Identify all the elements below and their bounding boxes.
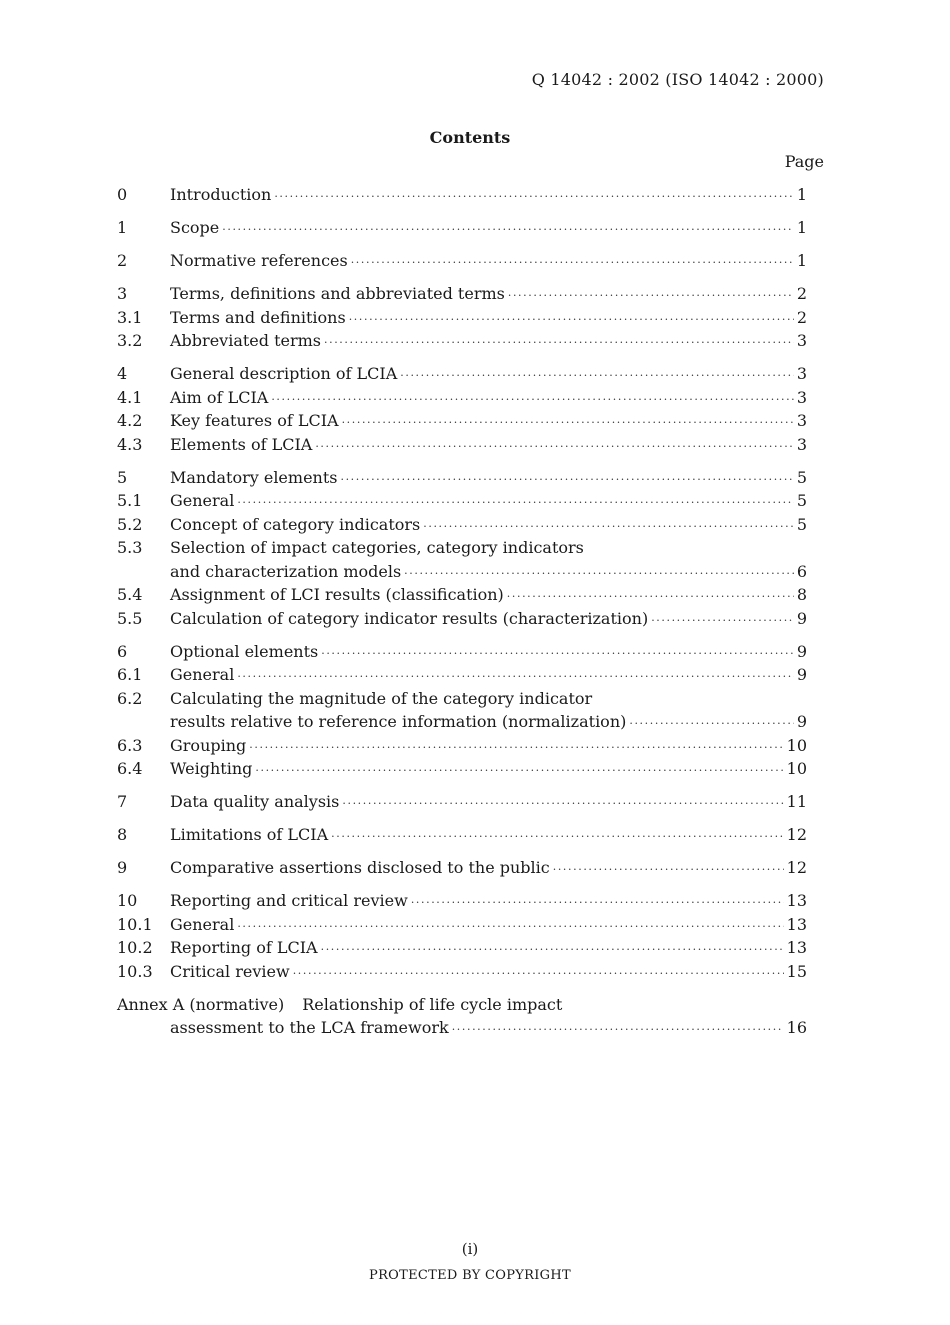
toc-title: Abbreviated terms bbox=[170, 331, 322, 350]
toc-title: Comparative assertions disclosed to the public bbox=[170, 858, 550, 877]
toc-title: Calculation of category indicator results (characterization) bbox=[170, 608, 649, 628]
toc-number: 6.1 bbox=[117, 665, 143, 684]
dot-leader bbox=[315, 435, 793, 459]
toc-title: Critical review bbox=[170, 961, 290, 981]
toc-entry-1[interactable] bbox=[117, 216, 807, 240]
toc-entry-2[interactable] bbox=[117, 249, 807, 273]
dot-leader bbox=[274, 185, 793, 209]
toc-title: Calculating the magnitude of the category indicator bbox=[170, 688, 593, 708]
toc-page: 13 bbox=[786, 914, 807, 934]
toc-number: 6.2 bbox=[117, 688, 143, 708]
toc-number: 0 bbox=[117, 185, 128, 204]
dot-leader bbox=[249, 736, 783, 760]
dot-leader bbox=[411, 891, 784, 915]
toc-entry-annex-a-continued[interactable] bbox=[117, 1016, 807, 1040]
toc-page: 3 bbox=[796, 434, 807, 454]
toc-number: 2 bbox=[117, 251, 128, 270]
dot-leader bbox=[404, 562, 794, 586]
toc-title: Assignment of LCI results (classification) bbox=[170, 585, 504, 604]
toc-number: 10.1 bbox=[117, 914, 153, 934]
toc-entry-6-2-continued[interactable] bbox=[117, 710, 807, 734]
document-designation: Q 14042 : 2002 (ISO 14042 : 2000) bbox=[531, 70, 824, 89]
toc-number: 5.1 bbox=[117, 491, 143, 510]
toc-title: Normative references bbox=[170, 251, 348, 270]
toc-title: Terms and definitions bbox=[170, 307, 346, 327]
dot-leader bbox=[400, 364, 794, 388]
toc-entry-8[interactable] bbox=[117, 823, 807, 847]
toc-page: 12 bbox=[786, 858, 807, 877]
toc-title: Reporting of LCIA bbox=[170, 938, 318, 957]
dot-leader bbox=[331, 825, 783, 849]
toc-page: 3 bbox=[796, 331, 807, 350]
table-of-contents bbox=[117, 183, 807, 1040]
toc-page: 9 bbox=[796, 608, 807, 628]
dot-leader bbox=[342, 792, 783, 816]
page-column-label: Page bbox=[784, 152, 824, 171]
toc-page: 2 bbox=[796, 307, 807, 327]
toc-title: Elements of LCIA bbox=[170, 434, 313, 454]
dot-leader bbox=[222, 218, 794, 242]
toc-title: Scope bbox=[170, 218, 220, 237]
toc-number: 6.3 bbox=[117, 735, 143, 755]
toc-page: 2 bbox=[796, 284, 807, 303]
toc-entry-10-1[interactable] bbox=[117, 913, 807, 937]
dot-leader bbox=[271, 388, 794, 412]
toc-entry-5-3-continued[interactable] bbox=[117, 560, 807, 584]
dot-leader bbox=[321, 938, 784, 962]
toc-title: General bbox=[170, 665, 235, 684]
dot-leader bbox=[553, 858, 784, 882]
toc-title: Limitations of LCIA bbox=[170, 825, 329, 844]
toc-number: 7 bbox=[117, 792, 128, 811]
toc-page: 9 bbox=[796, 641, 807, 661]
toc-page: 9 bbox=[796, 712, 807, 731]
toc-page: 13 bbox=[786, 891, 807, 910]
toc-number: 8 bbox=[117, 825, 128, 844]
toc-page: 10 bbox=[786, 735, 807, 755]
toc-title: Terms, definitions and abbreviated terms bbox=[170, 284, 505, 303]
toc-title: Selection of impact categories, category indicators bbox=[170, 538, 584, 557]
toc-entry-annex-a[interactable] bbox=[117, 993, 807, 1017]
dot-leader bbox=[629, 712, 793, 736]
dot-leader bbox=[237, 491, 793, 515]
toc-title: Concept of category indicators bbox=[170, 514, 421, 534]
toc-title: Key features of LCIA bbox=[170, 411, 339, 430]
toc-page: 3 bbox=[796, 364, 807, 383]
toc-entry-6[interactable] bbox=[117, 640, 807, 664]
page-number: (i) bbox=[461, 1240, 479, 1258]
dot-leader bbox=[237, 665, 793, 689]
toc-page: 1 bbox=[796, 185, 807, 204]
toc-page: 9 bbox=[796, 665, 807, 684]
toc-title: General bbox=[170, 491, 235, 510]
toc-entry-6-1[interactable] bbox=[117, 663, 807, 687]
toc-number: 5 bbox=[117, 467, 128, 487]
toc-page: 1 bbox=[796, 218, 807, 237]
toc-page: 13 bbox=[786, 938, 807, 957]
toc-number: 4 bbox=[117, 364, 128, 383]
toc-entry-5-4[interactable] bbox=[117, 583, 807, 607]
toc-entry-4-3[interactable] bbox=[117, 433, 807, 457]
dot-leader bbox=[651, 609, 794, 633]
toc-number: 3.2 bbox=[117, 331, 143, 350]
dot-leader bbox=[255, 759, 783, 783]
toc-title: Aim of LCIA bbox=[170, 387, 269, 407]
toc-page: 8 bbox=[796, 585, 807, 604]
contents-heading: Contents bbox=[429, 128, 511, 147]
toc-number: 1 bbox=[117, 218, 128, 237]
toc-number: 9 bbox=[117, 858, 128, 877]
toc-page: 5 bbox=[796, 491, 807, 510]
toc-entry-4-1[interactable] bbox=[117, 386, 807, 410]
toc-number: 5.3 bbox=[117, 538, 143, 557]
toc-title-continued: results relative to reference information (normalization) bbox=[170, 712, 627, 731]
toc-page: 11 bbox=[786, 792, 807, 811]
toc-title: General bbox=[170, 914, 235, 934]
toc-entry-3-2[interactable] bbox=[117, 329, 807, 353]
toc-title: Grouping bbox=[170, 735, 247, 755]
toc-entry-5-5[interactable] bbox=[117, 607, 807, 631]
toc-title: Optional elements bbox=[170, 641, 319, 661]
toc-entry-0[interactable] bbox=[117, 183, 807, 207]
toc-page: 16 bbox=[786, 1018, 807, 1037]
toc-title: Weighting bbox=[170, 759, 253, 778]
copyright-notice: PROTECTED BY COPYRIGHT bbox=[369, 1268, 571, 1283]
toc-page: 3 bbox=[796, 411, 807, 430]
toc-number: 4.2 bbox=[117, 411, 143, 430]
toc-page: 1 bbox=[796, 251, 807, 270]
toc-entry-4[interactable] bbox=[117, 362, 807, 386]
toc-entry-6-4[interactable] bbox=[117, 757, 807, 781]
toc-number: 3 bbox=[117, 284, 128, 303]
toc-number: 5.4 bbox=[117, 585, 143, 604]
toc-page: 5 bbox=[796, 514, 807, 534]
toc-title-continued: and characterization models bbox=[170, 561, 402, 581]
toc-number: 4.1 bbox=[117, 387, 143, 407]
dot-leader bbox=[349, 308, 794, 332]
toc-entry-3[interactable] bbox=[117, 282, 807, 306]
toc-entry-7[interactable] bbox=[117, 790, 807, 814]
toc-entry-10-3[interactable] bbox=[117, 960, 807, 984]
dot-leader bbox=[351, 251, 794, 275]
dot-leader bbox=[321, 642, 794, 666]
toc-number: 3.1 bbox=[117, 307, 143, 327]
dot-leader bbox=[342, 411, 794, 435]
toc-page: 3 bbox=[796, 387, 807, 407]
toc-number: 5.2 bbox=[117, 514, 143, 534]
toc-title: Mandatory elements bbox=[170, 467, 338, 487]
toc-title: Reporting and critical review bbox=[170, 891, 408, 910]
dot-leader bbox=[340, 468, 793, 492]
toc-page: 6 bbox=[796, 561, 807, 581]
toc-number: 6.4 bbox=[117, 759, 143, 778]
toc-title: Introduction bbox=[170, 185, 272, 204]
toc-entry-6-3[interactable] bbox=[117, 734, 807, 758]
toc-number: 6 bbox=[117, 641, 128, 661]
toc-page: 15 bbox=[786, 961, 807, 981]
dot-leader bbox=[452, 1018, 784, 1042]
dot-leader bbox=[324, 331, 794, 355]
toc-entry-5-1[interactable] bbox=[117, 489, 807, 513]
toc-number: 5.5 bbox=[117, 608, 143, 628]
toc-number: 4.3 bbox=[117, 434, 143, 454]
dot-leader bbox=[508, 284, 794, 308]
toc-title: Data quality analysis bbox=[170, 792, 340, 811]
toc-entry-5-3[interactable] bbox=[117, 536, 807, 560]
toc-title: Relationship of life cycle impact bbox=[302, 994, 563, 1014]
annex-label: Annex A (normative) bbox=[117, 994, 285, 1014]
toc-number: 10.3 bbox=[117, 961, 153, 981]
toc-entry-5[interactable] bbox=[117, 466, 807, 490]
toc-entry-4-2[interactable] bbox=[117, 409, 807, 433]
toc-number: 10.2 bbox=[117, 938, 153, 957]
toc-title-continued: assessment to the LCA framework bbox=[170, 1018, 449, 1037]
toc-number: 10 bbox=[117, 891, 138, 910]
toc-entry-5-2[interactable] bbox=[117, 513, 807, 537]
dot-leader bbox=[507, 585, 794, 609]
toc-entry-6-2[interactable] bbox=[117, 687, 807, 711]
toc-entry-3-1[interactable] bbox=[117, 306, 807, 330]
dot-leader bbox=[423, 515, 794, 539]
dot-leader bbox=[237, 915, 783, 939]
toc-page: 5 bbox=[796, 467, 807, 487]
dot-leader bbox=[293, 962, 784, 986]
toc-page: 12 bbox=[786, 825, 807, 844]
toc-entry-10-2[interactable] bbox=[117, 936, 807, 960]
toc-page: 10 bbox=[786, 759, 807, 778]
toc-title: General description of LCIA bbox=[170, 364, 398, 383]
toc-entry-9[interactable] bbox=[117, 856, 807, 880]
toc-entry-10[interactable] bbox=[117, 889, 807, 913]
